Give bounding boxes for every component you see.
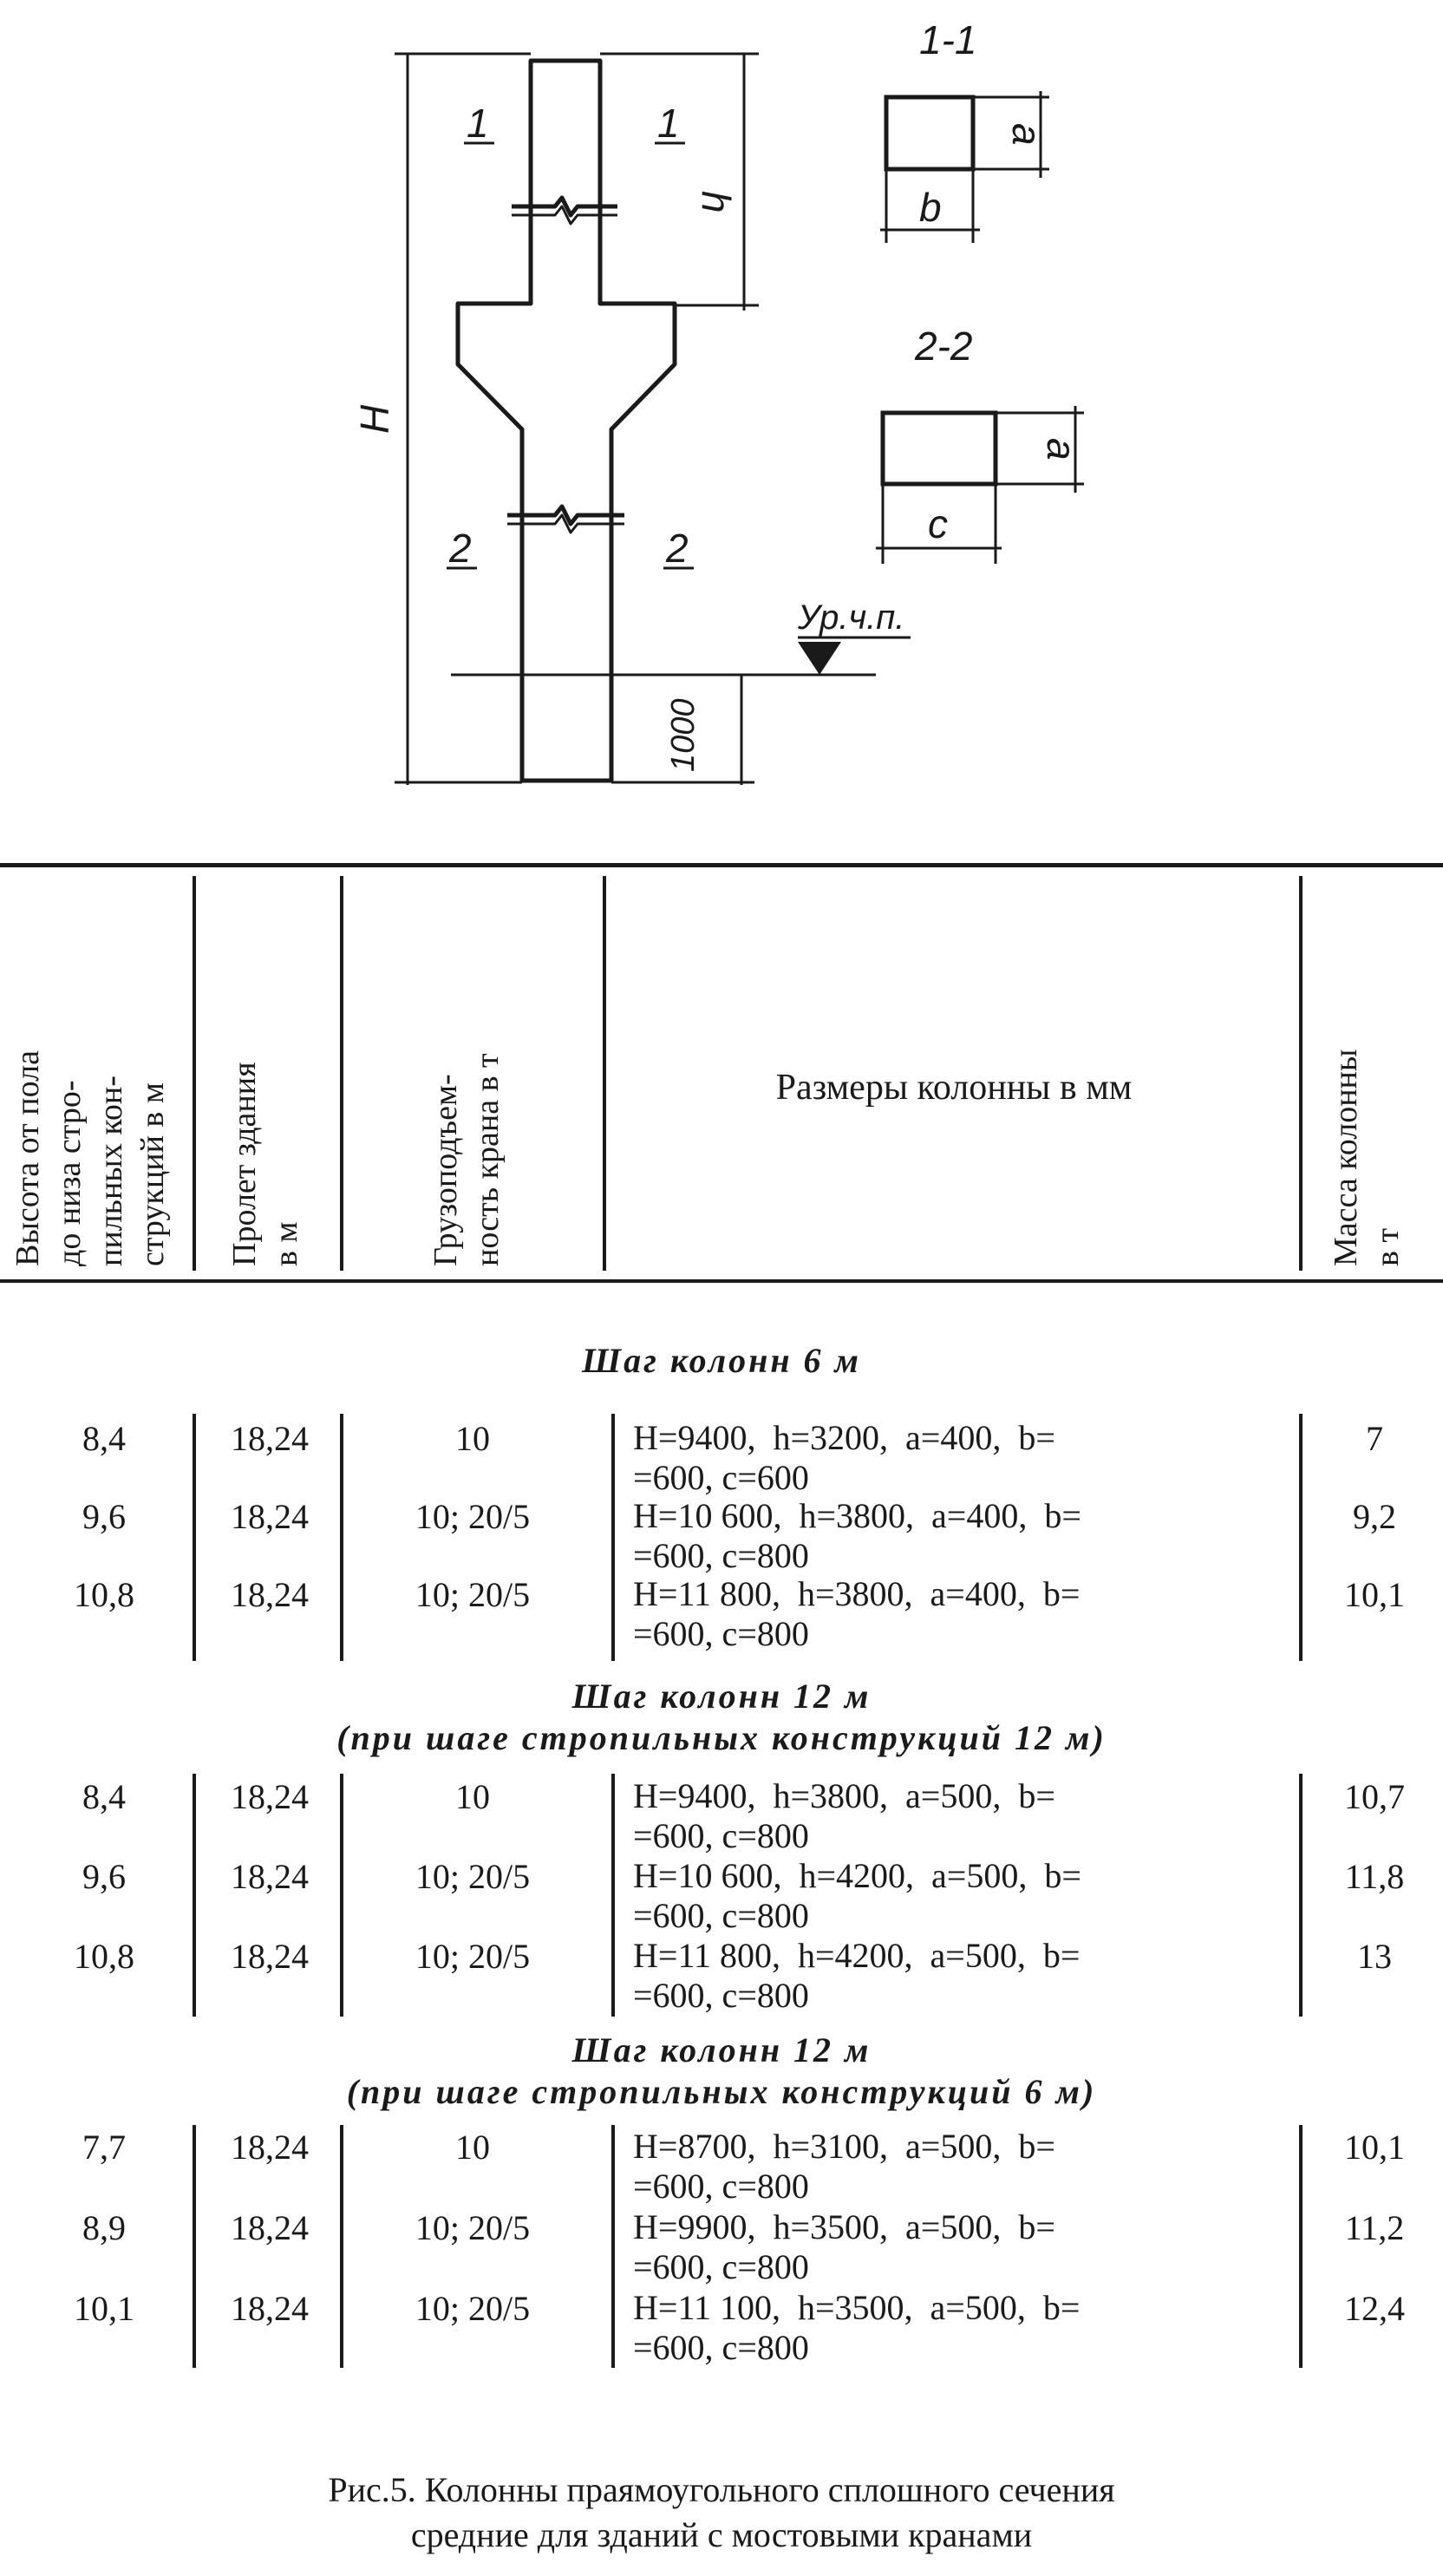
body-divider-2c [340, 2125, 343, 2368]
dim-h-label: h [694, 191, 739, 213]
body-divider-1a [193, 1414, 196, 1661]
table-cell-dims: H=9400, h=3800, a=500, b= =600, c=800 [633, 1776, 1055, 1855]
header-bottom-rule [0, 1279, 1443, 1283]
table-cell-span: 18,24 [231, 1777, 309, 1816]
section-2-title: 2-2 [915, 324, 973, 369]
dim-a-label-2: a [1039, 438, 1084, 461]
body-divider-4b [1299, 1774, 1303, 2017]
label-2-left: 2 [449, 526, 472, 571]
section-subtitle-3: (при шаге стропильных конструкций 6 м) [346, 2072, 1097, 2111]
body-divider-3c [611, 2125, 615, 2368]
figure-caption-line-1: Рис.5. Колонны праямоугольного сплошного сечения [328, 2470, 1115, 2509]
dim-H-label: H [352, 404, 397, 434]
label-2-right: 2 [666, 526, 689, 571]
header-divider-2 [340, 876, 343, 1271]
table-cell-span: 18,24 [231, 2208, 309, 2247]
table-cell-height: 8,4 [82, 1777, 126, 1816]
body-divider-3b [611, 1774, 615, 2017]
table-cell-span: 18,24 [231, 1937, 309, 1976]
body-divider-4a [1299, 1414, 1303, 1661]
table-cell-mass: 11,8 [1344, 1857, 1405, 1896]
body-divider-1c [193, 2125, 196, 2368]
section-subtitle-2: (при шаге стропильных конструкций 12 м) [336, 1718, 1107, 1757]
section-title-3: Шаг колонн 12 м [571, 2030, 872, 2069]
header-span: Пролет здания в м [226, 1062, 304, 1266]
table-cell-span: 18,24 [231, 1857, 309, 1896]
table-cell-height: 10,8 [74, 1937, 134, 1976]
header-crane: Грузоподъем- ность крана в т [428, 1053, 506, 1266]
table-cell-crane: 10 [455, 1777, 490, 1816]
section-1-rect [886, 97, 973, 169]
header-divider-1 [193, 876, 196, 1271]
dim-b-label: b [919, 185, 942, 230]
table-cell-height: 9,6 [82, 1857, 126, 1896]
body-divider-3a [611, 1414, 615, 1661]
table-cell-height: 10,1 [74, 2289, 134, 2328]
table-cell-crane: 10; 20/5 [415, 1575, 531, 1614]
label-1-left: 1 [467, 101, 489, 146]
column-drawing [0, 0, 1443, 833]
table-cell-span: 18,24 [231, 1497, 309, 1536]
table-cell-mass: 10,1 [1344, 1575, 1405, 1614]
header-sizes: Размеры колонны в мм [775, 1068, 1133, 1108]
table-cell-crane: 10; 20/5 [415, 1937, 531, 1976]
table-cell-crane: 10; 20/5 [415, 2289, 531, 2328]
table-cell-dims: H=11 800, h=3800, a=400, b= =600, c=800 [633, 1574, 1081, 1653]
dim-1000-label: 1000 [665, 698, 702, 772]
floor-level-label: Ур.ч.п. [798, 598, 905, 637]
figure-caption-line-2: средние для зданий с мостовыми кранами [410, 2515, 1033, 2554]
dim-a-label-1: a [1004, 123, 1049, 146]
table-cell-dims: H=9400, h=3200, a=400, b= =600, c=600 [633, 1418, 1055, 1497]
table-cell-span: 18,24 [231, 2289, 309, 2328]
table-cell-dims: H=9900, h=3500, a=500, b= =600, c=800 [633, 2207, 1055, 2286]
column-outline [458, 61, 675, 781]
section-title-2: Шаг колонн 12 м [571, 1677, 872, 1716]
body-divider-2b [340, 1774, 343, 2017]
table-cell-span: 18,24 [231, 2128, 309, 2167]
label-1-right: 1 [657, 101, 680, 146]
body-divider-1b [193, 1774, 196, 2017]
section-title-1: Шаг колонн 6 м [582, 1341, 861, 1380]
table-cell-mass: 9,2 [1353, 1497, 1396, 1536]
table-cell-mass: 12,4 [1344, 2289, 1405, 2328]
table-cell-dims: H=8700, h=3100, a=500, b= =600, c=800 [633, 2127, 1055, 2206]
table-cell-mass: 10,1 [1344, 2128, 1405, 2167]
body-divider-4c [1299, 2125, 1303, 2368]
dim-c-label: c [928, 501, 948, 546]
header-divider-3 [603, 876, 606, 1271]
table-top-rule [0, 863, 1443, 867]
table-cell-height: 7,7 [82, 2128, 126, 2167]
table-cell-height: 9,6 [82, 1497, 126, 1536]
header-mass: Масса колонны в т [1328, 1049, 1406, 1266]
section-2-rect [883, 413, 996, 484]
table-cell-height: 8,9 [82, 2208, 126, 2247]
body-divider-2a [340, 1414, 343, 1661]
floor-level-marker [798, 642, 841, 675]
table-cell-span: 18,24 [231, 1419, 309, 1458]
table-cell-height: 10,8 [74, 1575, 134, 1614]
table-cell-crane: 10 [455, 1419, 490, 1458]
table-cell-crane: 10; 20/5 [415, 2208, 531, 2247]
table-cell-crane: 10; 20/5 [415, 1857, 531, 1896]
table-cell-mass: 13 [1357, 1937, 1392, 1976]
table-cell-mass: 11,2 [1344, 2208, 1405, 2247]
table-cell-span: 18,24 [231, 1575, 309, 1614]
table-cell-crane: 10; 20/5 [415, 1497, 531, 1536]
table-cell-dims: H=10 600, h=3800, a=400, b= =600, c=800 [633, 1496, 1081, 1575]
table-cell-dims: H=11 800, h=4200, a=500, b= =600, c=800 [633, 1936, 1081, 2015]
header-height: Высота от пола до низа стро- пильных кон- струкций в м [10, 1050, 171, 1266]
table-cell-dims: H=10 600, h=4200, a=500, b= =600, c=800 [633, 1856, 1081, 1935]
section-1-title: 1-1 [919, 17, 977, 62]
table-cell-height: 8,4 [82, 1419, 126, 1458]
table-cell-dims: H=11 100, h=3500, a=500, b= =600, c=800 [633, 2288, 1081, 2367]
table-cell-mass: 7 [1366, 1419, 1383, 1458]
table-cell-mass: 10,7 [1344, 1777, 1405, 1816]
table-cell-crane: 10 [455, 2128, 490, 2167]
